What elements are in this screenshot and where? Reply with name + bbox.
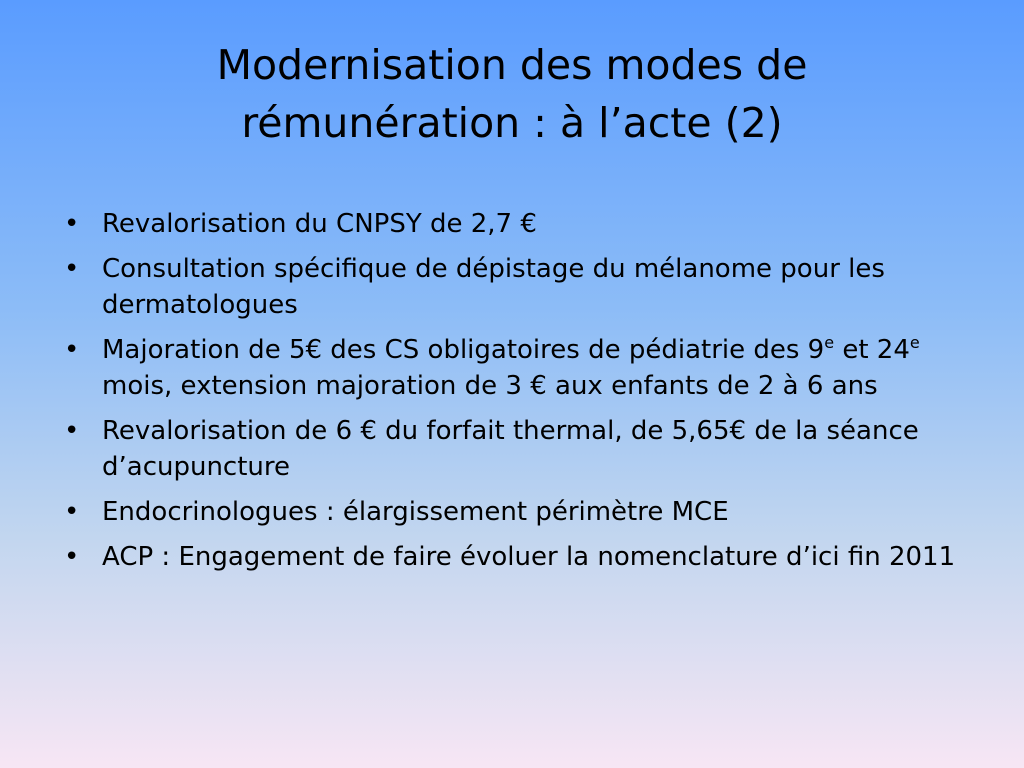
superscript-e: e [909, 333, 920, 352]
bullet-item-2 [60, 251, 970, 323]
bullet-text: ACP : Engagement de faire évoluer la nomenclature d’ici fin 2011 [102, 542, 956, 572]
bullet-text-part: Majoration de 5€ des CS obligatoires de pédiatrie des 9 [102, 335, 825, 365]
bullet-text-part: et 24 [834, 335, 910, 365]
bullet-text: Revalorisation de 6 € du forfait thermal, de 5,65€ de la séance d’acupuncture [102, 416, 919, 482]
bullet-item-1 [60, 206, 970, 242]
bullet-text-part: mois, extension majoration de 3 € aux enfants de 2 à 6 ans [102, 371, 878, 401]
slide-title [60, 36, 964, 152]
bullet-text [102, 335, 920, 401]
bullet-item-6 [60, 539, 970, 575]
bullet-icon: • [64, 335, 80, 365]
slide-title-line-1: Modernisation des modes de [216, 41, 808, 89]
bullet-item-5 [60, 494, 970, 530]
bullet-list [60, 206, 970, 584]
superscript-e: e [824, 333, 835, 352]
bullet-text: Revalorisation du CNPSY de 2,7 € [102, 209, 537, 239]
bullet-icon: • [64, 497, 80, 527]
bullet-item-4 [60, 413, 970, 485]
bullet-text: Endocrinologues : élargissement périmètre MCE [102, 497, 729, 527]
bullet-icon: • [64, 416, 80, 446]
bullet-item-3 [60, 332, 970, 404]
bullet-icon: • [64, 542, 80, 572]
bullet-icon: • [64, 254, 80, 284]
slide-title-line-2: rémunération : à l’acte (2) [241, 99, 783, 147]
bullet-icon: • [64, 209, 80, 239]
bullet-text: Consultation spécifique de dépistage du mélanome pour les dermatologues [102, 254, 885, 320]
